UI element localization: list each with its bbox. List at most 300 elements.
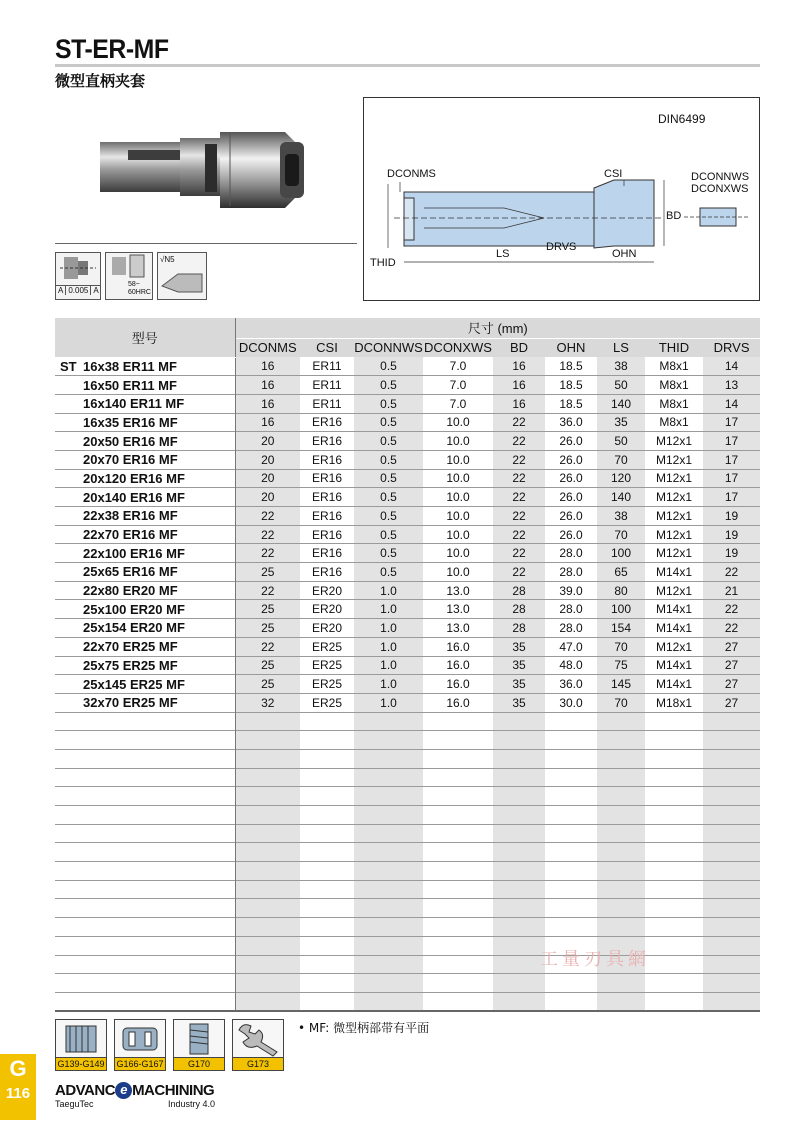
model-name: 20x120 ER16 MF xyxy=(83,470,185,486)
empty-cell xyxy=(300,992,354,1011)
value-cell: ER16 xyxy=(311,434,343,449)
table-row xyxy=(55,675,760,694)
model-name: 20x140 ER16 MF xyxy=(83,489,185,505)
value-cell: 100 xyxy=(597,600,645,619)
value-cell: ER25 xyxy=(311,695,343,710)
column-header: BD xyxy=(493,338,545,357)
empty-cell xyxy=(55,862,235,881)
empty-cell xyxy=(423,787,493,806)
value-cell: 26.0 xyxy=(559,452,583,467)
label-ls: LS xyxy=(496,248,510,260)
value-cell: 25 xyxy=(235,675,300,694)
empty-cell xyxy=(493,731,545,750)
value-cell: 10.0 xyxy=(446,564,470,579)
value-cell: 28.0 xyxy=(559,620,583,635)
collet-icon xyxy=(56,1020,106,1058)
table-row xyxy=(55,376,760,395)
value-cell: ER25 xyxy=(311,639,343,654)
model-name: 20x50 ER16 MF xyxy=(83,433,178,449)
value-cell: 17 xyxy=(703,488,760,507)
empty-cell xyxy=(703,955,760,974)
value-cell: M12x1 xyxy=(655,508,693,523)
empty-cell xyxy=(354,955,423,974)
empty-cell xyxy=(300,880,354,899)
value-cell: M14x1 xyxy=(655,602,693,617)
empty-cell xyxy=(235,880,300,899)
value-cell: 16 xyxy=(493,357,545,376)
value-cell: 10.0 xyxy=(446,490,470,505)
empty-cell xyxy=(597,899,645,918)
value-cell: 65 xyxy=(597,563,645,582)
value-cell: 20 xyxy=(235,450,300,469)
model-name: 16x50 ER11 MF xyxy=(83,377,177,393)
empty-cell xyxy=(300,787,354,806)
model-name: 25x75 ER25 MF xyxy=(83,657,178,673)
empty-cell xyxy=(493,712,545,731)
empty-cell xyxy=(235,768,300,787)
empty-cell xyxy=(493,936,545,955)
model-name: 25x65 ER16 MF xyxy=(83,564,178,580)
empty-cell xyxy=(645,749,703,768)
empty-cell xyxy=(703,862,760,881)
value-cell: 16.0 xyxy=(446,677,470,692)
empty-cell xyxy=(645,918,703,937)
empty-cell xyxy=(300,843,354,862)
empty-cell xyxy=(354,712,423,731)
value-cell: M12x1 xyxy=(655,452,693,467)
value-cell: 0.5 xyxy=(354,563,423,582)
empty-cell xyxy=(354,749,423,768)
standard-label: DIN6499 xyxy=(658,112,706,126)
model-cell xyxy=(55,488,235,507)
empty-cell xyxy=(703,918,760,937)
value-cell: 20 xyxy=(235,469,300,488)
value-cell: 28 xyxy=(493,619,545,638)
model-cell xyxy=(55,656,235,675)
empty-cell xyxy=(235,749,300,768)
value-cell: 22 xyxy=(493,450,545,469)
empty-cell xyxy=(597,862,645,881)
empty-cell xyxy=(703,992,760,1011)
empty-cell xyxy=(354,824,423,843)
value-cell: 10.0 xyxy=(446,452,470,467)
model-prefix: ST xyxy=(60,358,77,374)
model-cell xyxy=(55,450,235,469)
column-header: OHN xyxy=(545,338,597,357)
empty-cell xyxy=(703,974,760,993)
surface-finish-icon xyxy=(157,252,207,300)
value-cell: ER16 xyxy=(311,490,343,505)
value-cell: 1.0 xyxy=(354,581,423,600)
value-cell: M12x1 xyxy=(655,546,693,561)
title-divider xyxy=(55,64,760,67)
page-title: ST-ER-MF xyxy=(55,34,169,64)
value-cell: 10.0 xyxy=(446,546,470,561)
runout-icon xyxy=(55,252,101,300)
table-row xyxy=(55,357,760,376)
value-cell: 25 xyxy=(235,619,300,638)
value-cell: 7.0 xyxy=(449,359,467,374)
accessory-label: G170 xyxy=(174,1057,224,1070)
value-cell: 140 xyxy=(597,394,645,413)
empty-cell xyxy=(597,806,645,825)
wrench-icon xyxy=(233,1020,283,1058)
value-cell: 145 xyxy=(597,675,645,694)
model-cell xyxy=(55,693,235,712)
model-name: 32x70 ER25 MF xyxy=(83,695,178,711)
value-cell: 22 xyxy=(493,413,545,432)
model-name: 25x154 ER20 MF xyxy=(83,620,185,636)
table-row xyxy=(55,432,760,451)
empty-cell xyxy=(354,806,423,825)
brand-word-2: MACHINING xyxy=(132,1082,215,1099)
value-cell: 19 xyxy=(703,525,760,544)
empty-row xyxy=(55,731,760,750)
empty-cell xyxy=(703,936,760,955)
empty-cell xyxy=(493,899,545,918)
empty-cell xyxy=(493,824,545,843)
value-cell: 19 xyxy=(703,544,760,563)
value-cell: 32 xyxy=(235,693,300,712)
value-cell: 154 xyxy=(597,619,645,638)
value-cell: 13.0 xyxy=(446,620,470,635)
empty-row xyxy=(55,992,760,1011)
value-cell: 13 xyxy=(703,376,760,395)
value-cell: 17 xyxy=(703,413,760,432)
empty-cell xyxy=(423,843,493,862)
value-cell: 35 xyxy=(493,656,545,675)
value-cell: M12x1 xyxy=(655,583,693,598)
empty-cell xyxy=(645,880,703,899)
empty-row xyxy=(55,843,760,862)
value-cell: 16 xyxy=(235,357,300,376)
value-cell: 27 xyxy=(703,637,760,656)
empty-cell xyxy=(545,862,597,881)
value-cell: 35 xyxy=(493,675,545,694)
value-cell: 48.0 xyxy=(559,658,583,673)
value-cell: 16.0 xyxy=(446,639,470,654)
empty-cell xyxy=(235,918,300,937)
value-cell: 75 xyxy=(597,656,645,675)
label-csi: CSI xyxy=(604,168,623,180)
datum-label-2: A xyxy=(93,286,99,295)
empty-cell xyxy=(645,862,703,881)
empty-cell xyxy=(55,918,235,937)
empty-cell xyxy=(493,806,545,825)
table-row xyxy=(55,637,760,656)
model-cell xyxy=(55,563,235,582)
value-cell: 16 xyxy=(235,413,300,432)
value-cell: 50 xyxy=(597,432,645,451)
empty-cell xyxy=(493,918,545,937)
empty-cell xyxy=(55,749,235,768)
empty-cell xyxy=(55,843,235,862)
empty-cell xyxy=(354,768,423,787)
empty-cell xyxy=(597,880,645,899)
value-cell: ER20 xyxy=(311,620,343,635)
empty-cell xyxy=(235,936,300,955)
empty-cell xyxy=(300,974,354,993)
empty-cell xyxy=(493,974,545,993)
empty-row xyxy=(55,974,760,993)
empty-cell xyxy=(703,824,760,843)
datum-label: A xyxy=(56,286,66,295)
table-row xyxy=(55,544,760,563)
empty-cell xyxy=(235,955,300,974)
empty-cell xyxy=(55,768,235,787)
empty-cell xyxy=(235,899,300,918)
page-subtitle: 微型直柄夹套 xyxy=(55,72,146,90)
empty-row xyxy=(55,862,760,881)
stop-screw-icon xyxy=(174,1020,224,1058)
empty-cell xyxy=(423,899,493,918)
model-name: 20x70 ER16 MF xyxy=(83,452,178,468)
model-name: 22x38 ER16 MF xyxy=(83,508,178,524)
empty-cell xyxy=(235,824,300,843)
empty-cell xyxy=(597,974,645,993)
value-cell: 20 xyxy=(235,488,300,507)
empty-cell xyxy=(55,880,235,899)
value-cell: 18.5 xyxy=(559,378,583,393)
technical-drawing xyxy=(363,97,760,301)
value-cell: ER16 xyxy=(311,415,343,430)
table-row xyxy=(55,581,760,600)
model-header: 型号 xyxy=(55,318,235,357)
value-cell: 35 xyxy=(493,693,545,712)
value-cell: 0.5 xyxy=(354,488,423,507)
empty-cell xyxy=(645,787,703,806)
value-cell: 16.0 xyxy=(446,695,470,710)
table-row xyxy=(55,469,760,488)
empty-cell xyxy=(354,992,423,1011)
value-cell: 35 xyxy=(597,413,645,432)
empty-cell xyxy=(597,731,645,750)
empty-row xyxy=(55,880,760,899)
model-cell xyxy=(55,507,235,526)
value-cell: M8x1 xyxy=(659,359,689,374)
value-cell: 27 xyxy=(703,675,760,694)
value-cell: 26.0 xyxy=(559,490,583,505)
accessory-nut[interactable] xyxy=(114,1019,166,1071)
dims-header: 尺寸 (mm) xyxy=(235,318,760,338)
empty-cell xyxy=(545,918,597,937)
value-cell: 14 xyxy=(703,394,760,413)
empty-cell xyxy=(645,843,703,862)
footnote: • MF: 微型柄部带有平面 xyxy=(298,1021,430,1035)
empty-cell xyxy=(703,806,760,825)
model-name: 22x70 ER16 MF xyxy=(83,527,178,543)
value-cell: 0.5 xyxy=(354,544,423,563)
model-cell xyxy=(55,600,235,619)
empty-cell xyxy=(55,731,235,750)
value-cell: 26.0 xyxy=(559,471,583,486)
value-cell: M12x1 xyxy=(655,434,693,449)
empty-cell xyxy=(703,731,760,750)
value-cell: ER16 xyxy=(311,527,343,542)
table-row xyxy=(55,563,760,582)
label-dconms: DCONMS xyxy=(387,168,436,180)
value-cell: 17 xyxy=(703,450,760,469)
model-name: 16x140 ER11 MF xyxy=(83,396,185,412)
spec-table xyxy=(55,318,760,1012)
value-cell: ER16 xyxy=(311,471,343,486)
value-cell: ER16 xyxy=(311,508,343,523)
value-cell: 25 xyxy=(235,656,300,675)
empty-cell xyxy=(354,936,423,955)
drawing-lines xyxy=(364,98,759,300)
value-cell: 36.0 xyxy=(559,415,583,430)
empty-cell xyxy=(354,918,423,937)
empty-cell xyxy=(703,899,760,918)
table-row xyxy=(55,525,760,544)
model-cell xyxy=(55,619,235,638)
model-cell xyxy=(55,432,235,451)
value-cell: 38 xyxy=(597,507,645,526)
value-cell: 0.5 xyxy=(354,394,423,413)
value-cell: 22 xyxy=(235,581,300,600)
empty-cell xyxy=(645,712,703,731)
empty-cell xyxy=(300,824,354,843)
value-cell: 22 xyxy=(493,563,545,582)
empty-cell xyxy=(645,955,703,974)
value-cell: 16 xyxy=(235,394,300,413)
empty-cell xyxy=(545,974,597,993)
table-bottom-rule xyxy=(55,1010,760,1012)
model-cell xyxy=(55,675,235,694)
empty-cell xyxy=(645,824,703,843)
value-cell: ER16 xyxy=(311,546,343,561)
value-cell: M12x1 xyxy=(655,490,693,505)
empty-cell xyxy=(597,843,645,862)
empty-cell xyxy=(545,992,597,1011)
value-cell: M8x1 xyxy=(659,396,689,411)
empty-cell xyxy=(597,712,645,731)
value-cell: 28 xyxy=(493,581,545,600)
empty-cell xyxy=(300,955,354,974)
empty-cell xyxy=(493,768,545,787)
empty-cell xyxy=(493,880,545,899)
model-cell xyxy=(55,469,235,488)
value-cell: 13.0 xyxy=(446,583,470,598)
value-cell: ER11 xyxy=(312,378,342,393)
value-cell: 20 xyxy=(235,432,300,451)
value-cell: 26.0 xyxy=(559,434,583,449)
value-cell: ER25 xyxy=(311,677,343,692)
model-name: 25x100 ER20 MF xyxy=(83,601,185,617)
value-cell: 50 xyxy=(597,376,645,395)
empty-cell xyxy=(55,824,235,843)
empty-cell xyxy=(423,936,493,955)
table-row xyxy=(55,413,760,432)
empty-cell xyxy=(645,992,703,1011)
value-cell: 25 xyxy=(235,563,300,582)
value-cell: 18.5 xyxy=(559,396,583,411)
empty-cell xyxy=(423,768,493,787)
empty-cell xyxy=(55,712,235,731)
column-header: DRVS xyxy=(703,338,760,357)
accessory-stop-screw[interactable] xyxy=(173,1019,225,1071)
empty-row xyxy=(55,787,760,806)
empty-cell xyxy=(423,806,493,825)
value-cell: 39.0 xyxy=(559,583,583,598)
value-cell: 10.0 xyxy=(446,527,470,542)
hardness-icon xyxy=(105,252,153,300)
value-cell: 17 xyxy=(703,432,760,451)
value-cell: 26.0 xyxy=(559,527,583,542)
empty-cell xyxy=(423,955,493,974)
section-tab xyxy=(0,1054,36,1120)
empty-cell xyxy=(300,712,354,731)
value-cell: 70 xyxy=(597,693,645,712)
empty-cell xyxy=(645,899,703,918)
empty-cell xyxy=(597,787,645,806)
accessory-collet[interactable] xyxy=(55,1019,107,1071)
empty-cell xyxy=(354,731,423,750)
empty-cell xyxy=(545,768,597,787)
value-cell: M14x1 xyxy=(655,658,693,673)
value-cell: 22 xyxy=(235,507,300,526)
value-cell: 10.0 xyxy=(446,434,470,449)
value-cell: 7.0 xyxy=(449,396,467,411)
empty-cell xyxy=(354,974,423,993)
empty-cell xyxy=(354,787,423,806)
empty-cell xyxy=(703,768,760,787)
value-cell: ER16 xyxy=(311,452,343,467)
empty-cell xyxy=(300,862,354,881)
empty-row xyxy=(55,749,760,768)
empty-cell xyxy=(597,992,645,1011)
value-cell: 22 xyxy=(235,637,300,656)
empty-cell xyxy=(545,712,597,731)
empty-cell xyxy=(55,936,235,955)
accessory-wrench[interactable] xyxy=(232,1019,284,1071)
empty-cell xyxy=(545,824,597,843)
model-cell xyxy=(55,413,235,432)
empty-cell xyxy=(703,843,760,862)
value-cell: 70 xyxy=(597,525,645,544)
value-cell: M14x1 xyxy=(655,564,693,579)
value-cell: 0.5 xyxy=(354,432,423,451)
hardness-value: 58~ 60HRC xyxy=(128,281,151,296)
empty-cell xyxy=(235,712,300,731)
value-cell: 1.0 xyxy=(354,600,423,619)
empty-cell xyxy=(597,768,645,787)
value-cell: 22 xyxy=(493,432,545,451)
empty-cell xyxy=(423,918,493,937)
empty-row xyxy=(55,936,760,955)
value-cell: 22 xyxy=(493,507,545,526)
model-cell xyxy=(55,376,235,395)
empty-cell xyxy=(300,731,354,750)
empty-cell xyxy=(493,862,545,881)
model-cell xyxy=(55,581,235,600)
empty-cell xyxy=(55,955,235,974)
empty-cell xyxy=(545,880,597,899)
value-cell: 27 xyxy=(703,656,760,675)
model-name: 16x38 ER11 MF xyxy=(83,358,177,374)
section-letter: G xyxy=(9,1056,27,1081)
empty-row xyxy=(55,899,760,918)
table-row xyxy=(55,450,760,469)
label-dconnws: DCONNWS xyxy=(691,171,750,183)
value-cell: 19 xyxy=(703,507,760,526)
value-cell: 10.0 xyxy=(446,508,470,523)
value-cell: 22 xyxy=(493,544,545,563)
value-cell: 22 xyxy=(703,619,760,638)
empty-cell xyxy=(300,768,354,787)
value-cell: M14x1 xyxy=(655,620,693,635)
value-cell: 140 xyxy=(597,488,645,507)
